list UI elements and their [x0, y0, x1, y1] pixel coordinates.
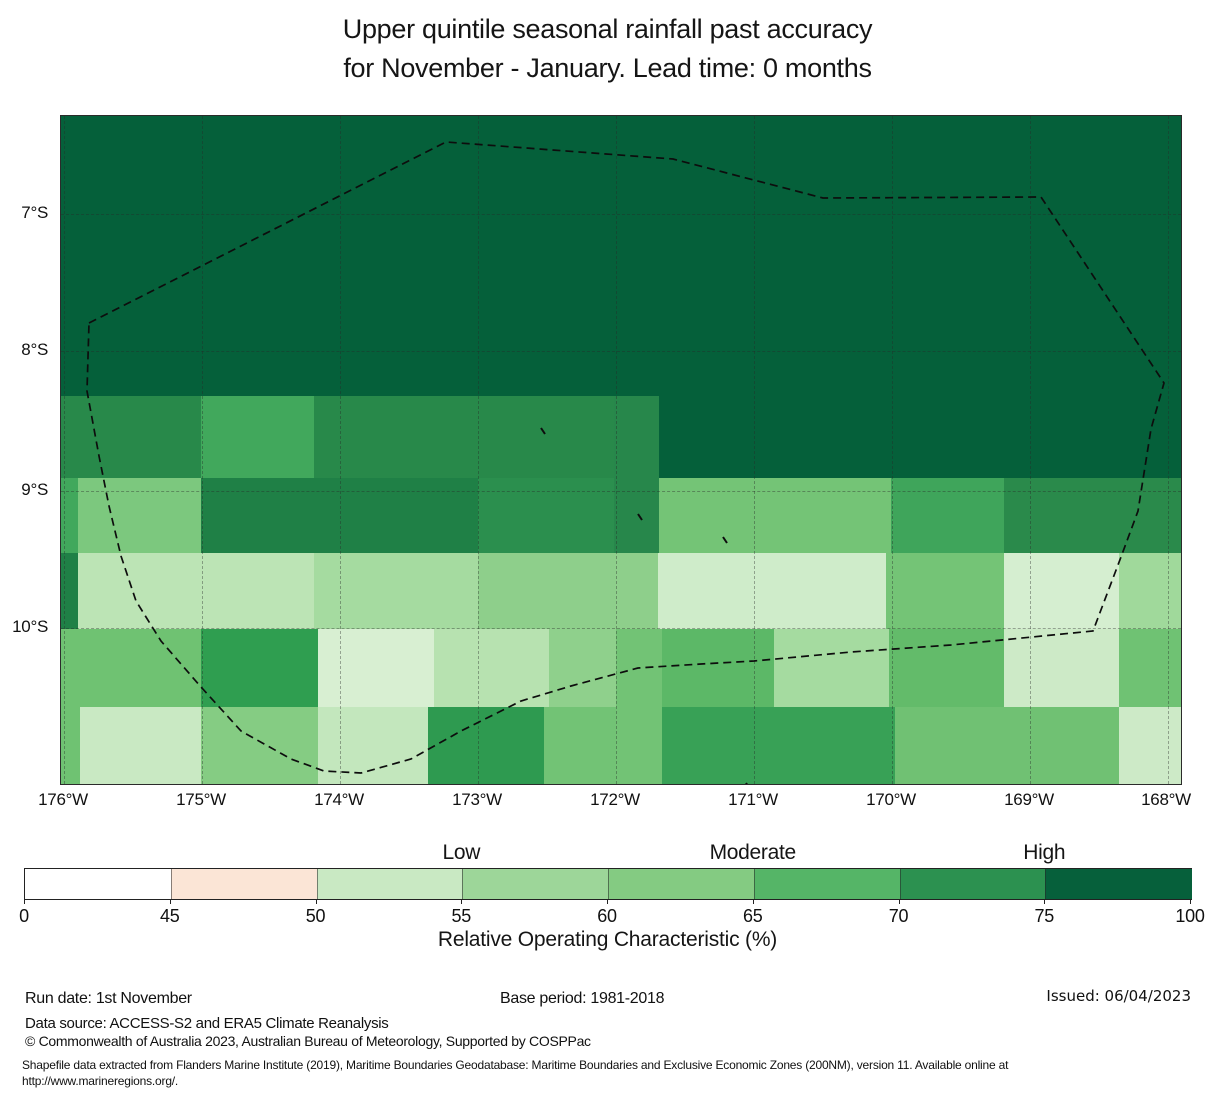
colorbar-segment: [462, 869, 609, 899]
colorbar-tickmark: [170, 899, 171, 904]
lon-tick-label: 173°W: [452, 790, 502, 809]
island-mark: [723, 537, 727, 543]
lon-tick-label: 171°W: [728, 790, 778, 809]
colorbar-tickmark: [461, 899, 462, 904]
data-source-text: Data source: ACCESS-S2 and ERA5 Climate Reanalysis: [25, 1015, 389, 1032]
eez-boundary-line: [87, 142, 1164, 773]
base-period-text: Base period: 1981-2018: [500, 990, 665, 1007]
lat-tick-label: 9°S: [21, 480, 48, 499]
colorbar-axis-label: Relative Operating Characteristic (%): [437, 928, 778, 951]
colorbar-tickmark: [1190, 899, 1191, 904]
lon-tick-label: 168°W: [1141, 790, 1191, 809]
colorbar-tickmark: [607, 899, 608, 904]
lon-tick-label: 176°W: [38, 790, 88, 809]
lat-tick-label: 8°S: [21, 340, 48, 359]
colorbar-tick-label: 55: [451, 906, 471, 926]
colorbar-tickmark: [899, 899, 900, 904]
eez-boundary-overlay: [61, 116, 1181, 784]
colorbar-tick-label: 45: [160, 906, 180, 926]
colorbar-tickmark: [24, 899, 25, 904]
issued-date-text: Issued: 06/04/2023: [1046, 987, 1191, 1005]
lon-tick-label: 170°W: [866, 790, 916, 809]
colorbar-segment: [900, 869, 1047, 899]
shapefile-attribution-line2: http://www.marineregions.org/.: [22, 1074, 179, 1088]
island-mark: [541, 428, 545, 434]
colorbar-segment: [608, 869, 755, 899]
colorbar-tickmark: [1044, 899, 1045, 904]
island-mark: [638, 514, 642, 520]
chart-title: [0, 10, 1215, 88]
colorbar-segment: [754, 869, 901, 899]
colorbar-class-label: High: [1023, 841, 1066, 864]
shapefile-attribution-line1: Shapefile data extracted from Flanders Marine Institute (2019), Maritime Boundaries Geodatabase: Maritime Boundaries and Exclusive Economic Zones (200NM), version 11. Available online at: [22, 1058, 1009, 1072]
lon-tick-label: 169°W: [1004, 790, 1054, 809]
colorbar: [24, 868, 1192, 900]
colorbar-tick-label: 100: [1175, 906, 1205, 926]
colorbar-segment: [25, 869, 171, 899]
colorbar-tick-label: 65: [743, 906, 763, 926]
run-date-text: Run date: 1st November: [25, 990, 192, 1007]
island-mark: [746, 783, 750, 784]
colorbar-tick-label: 75: [1034, 906, 1054, 926]
lon-tick-label: 175°W: [176, 790, 226, 809]
chart-title-line2: for November - January. Lead time: 0 months: [343, 53, 872, 83]
lon-tick-label: 174°W: [314, 790, 364, 809]
lat-tick-label: 10°S: [12, 617, 48, 636]
lat-tick-label: 7°S: [21, 203, 48, 222]
colorbar-segment: [1045, 869, 1192, 899]
colorbar-class-label: Moderate: [709, 841, 796, 864]
colorbar-class-label: Low: [442, 841, 481, 864]
colorbar-tickmark: [753, 899, 754, 904]
colorbar-tick-label: 50: [305, 906, 326, 926]
copyright-text: © Commonwealth of Australia 2023, Australian Bureau of Meteorology, Supported by COSPPac: [25, 1033, 591, 1049]
colorbar-tick-label: 70: [888, 906, 909, 926]
lon-tick-label: 172°W: [590, 790, 640, 809]
shapefile-attribution: [22, 1057, 1197, 1089]
colorbar-segment: [171, 869, 318, 899]
colorbar-tick-label: 60: [597, 906, 617, 926]
map-plot-area: [60, 115, 1182, 785]
colorbar-tick-label: 0: [19, 906, 29, 926]
colorbar-tickmark: [316, 899, 317, 904]
colorbar-segment: [317, 869, 464, 899]
chart-title-line1: Upper quintile seasonal rainfall past accuracy: [342, 14, 873, 44]
